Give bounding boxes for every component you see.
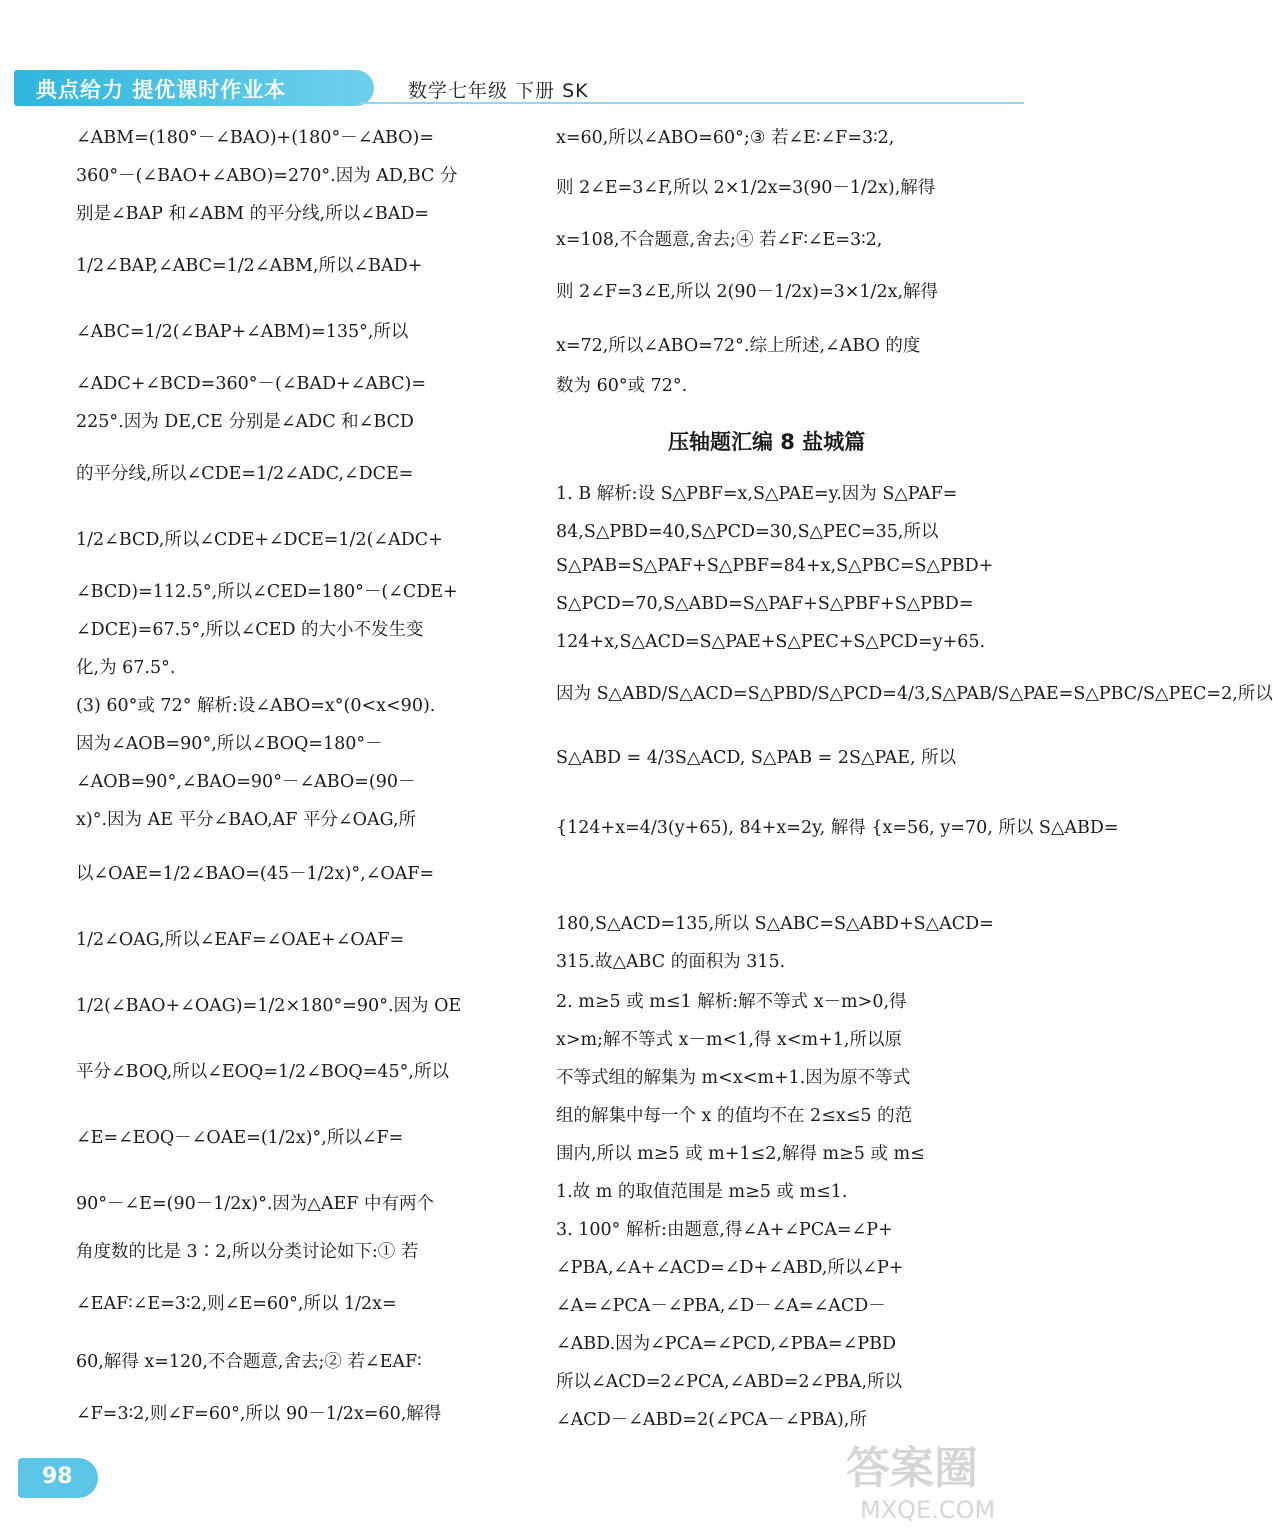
left-col-line: ∠DCE)=67.5°,所以∠CED 的大小不发生变	[76, 620, 424, 640]
right-col-line: x>m;解不等式 x－m<1,得 x<m+1,所以原	[556, 1030, 902, 1050]
left-col-line: (3) 60°或 72° 解析:设∠ABO=x°(0<x<90).	[76, 696, 436, 716]
watermark-logo: 答案圈	[846, 1443, 978, 1494]
left-col-line: ∠ABM=(180°－∠BAO)+(180°－∠ABO)=	[76, 128, 435, 148]
page-number-tab	[18, 1458, 98, 1498]
right-col-line: S△PAB=S△PAF+S△PBF=84+x,S△PBC=S△PBD+	[556, 556, 994, 576]
right-col-line: S△ABD = 4/3S△ACD, S△PAB = 2S△PAE, 所以	[556, 748, 957, 768]
right-col-line: 所以∠ACD=2∠PCA,∠ABD=2∠PBA,所以	[556, 1372, 903, 1392]
left-col-line: 90°－∠E=(90－1/2x)°.因为△AEF 中有两个	[76, 1194, 434, 1214]
left-col-line: 化,为 67.5°.	[76, 658, 176, 678]
left-col-line: 平分∠BOQ,所以∠EOQ=1/2∠BOQ=45°,所以	[76, 1062, 449, 1082]
banner-title: 典点给力 提优课时作业本	[36, 78, 287, 102]
left-col-line: ∠F=3∶2,则∠F=60°,所以 90－1/2x=60,解得	[76, 1404, 442, 1424]
left-col-line: 1/2∠BCD,所以∠CDE+∠DCE=1/2(∠ADC+	[76, 530, 443, 550]
right-col-line: 1. B 解析:设 S△PBF=x,S△PAE=y.因为 S△PAF=	[556, 484, 958, 504]
page-number: 98	[42, 1464, 73, 1489]
watermark	[840, 1432, 1020, 1532]
right-col-line: ∠ABD.因为∠PCA=∠PCD,∠PBA=∠PBD	[556, 1334, 896, 1354]
book-subject: 数学七年级 下册 SK	[408, 80, 589, 102]
left-col-line: ∠ADC+∠BCD=360°－(∠BAD+∠ABC)=	[76, 374, 427, 394]
right-col-line: x=72,所以∠ABO=72°.综上所述,∠ABO 的度	[556, 336, 921, 356]
right-col-line: 围内,所以 m≥5 或 m+1≤2,解得 m≥5 或 m≤	[556, 1144, 925, 1164]
left-col-line: 1/2(∠BAO+∠OAG)=1/2×180°=90°.因为 OE	[76, 996, 462, 1016]
right-col-line: 84,S△PBD=40,S△PCD=30,S△PEC=35,所以	[556, 522, 939, 542]
right-col-line: ∠A=∠PCA－∠PBA,∠D－∠A=∠ACD－	[556, 1296, 886, 1316]
left-col-line: 以∠OAE=1/2∠BAO=(45－1/2x)°,∠OAF=	[76, 864, 435, 884]
right-col-line: 因为 S△ABD/S△ACD=S△PBD/S△PCD=4/3,S△PAB/S△PAE=S△PBC/S△PEC=2,所以	[556, 684, 1273, 704]
left-col-line: ∠AOB=90°,∠BAO=90°－∠ABO=(90－	[76, 772, 416, 792]
right-col-line: 2. m≥5 或 m≤1 解析:解不等式 x－m>0,得	[556, 992, 907, 1012]
right-col-line: 组的解集中每一个 x 的值均不在 2≤x≤5 的范	[556, 1106, 913, 1126]
right-col-line: 315.故△ABC 的面积为 315.	[556, 952, 786, 972]
watermark-url: MXQE.COM	[860, 1496, 996, 1524]
left-col-line: 1/2∠OAG,所以∠EAF=∠OAE+∠OAF=	[76, 930, 405, 950]
right-col-line: ∠ACD－∠ABD=2(∠PCA－∠PBA),所	[556, 1410, 867, 1430]
right-col-line: ∠PBA,∠A+∠ACD=∠D+∠ABD,所以∠P+	[556, 1258, 904, 1278]
right-col-line: 3. 100° 解析:由题意,得∠A+∠PCA=∠P+	[556, 1220, 893, 1240]
right-col-line: 124+x,S△ACD=S△PAE+S△PEC+S△PCD=y+65.	[556, 632, 986, 652]
right-col-line: 180,S△ACD=135,所以 S△ABC=S△ABD+S△ACD=	[556, 914, 994, 934]
right-col-line: 则 2∠F=3∠E,所以 2(90－1/2x)=3×1/2x,解得	[556, 282, 939, 302]
left-col-line: 角度数的比是 3∶2,所以分类讨论如下:① 若	[76, 1242, 419, 1262]
left-col-line: 225°.因为 DE,CE 分别是∠ADC 和∠BCD	[76, 412, 414, 432]
left-col-line: ∠ABC=1/2(∠BAP+∠ABM)=135°,所以	[76, 322, 409, 342]
left-col-line: 别是∠BAP 和∠ABM 的平分线,所以∠BAD=	[76, 204, 430, 224]
left-col-line: 360°－(∠BAO+∠ABO)=270°.因为 AD,BC 分	[76, 166, 458, 186]
right-col-line: x=108,不合题意,舍去;④ 若∠F∶∠E=3∶2,	[556, 230, 883, 250]
left-col-line: x)°.因为 AE 平分∠BAO,AF 平分∠OAG,所	[76, 810, 417, 830]
right-col-line: {124+x=4/3(y+65), 84+x=2y, 解得 {x=56, y=70, 所以 S△ABD=	[556, 818, 1119, 838]
left-col-line: 60,解得 x=120,不合题意,舍去;② 若∠EAF∶	[76, 1352, 422, 1372]
right-col-line: 则 2∠E=3∠F,所以 2×1/2x=3(90－1/2x),解得	[556, 178, 936, 198]
left-col-line: ∠BCD)=112.5°,所以∠CED=180°－(∠CDE+	[76, 582, 458, 602]
left-col-line: ∠E=∠EOQ－∠OAE=(1/2x)°,所以∠F=	[76, 1128, 404, 1148]
left-col-line: ∠EAF∶∠E=3∶2,则∠E=60°,所以 1/2x=	[76, 1294, 397, 1314]
section-title: 压轴题汇编 8 盐城篇	[668, 430, 866, 454]
left-col-line: 因为∠AOB=90°,所以∠BOQ=180°－	[76, 734, 383, 754]
left-col-line: 的平分线,所以∠CDE=1/2∠ADC,∠DCE=	[76, 464, 414, 484]
right-col-line: 不等式组的解集为 m<x<m+1.因为原不等式	[556, 1068, 911, 1088]
right-col-line: 数为 60°或 72°.	[556, 376, 688, 396]
right-col-line: x=60,所以∠ABO=60°;③ 若∠E∶∠F=3∶2,	[556, 128, 895, 148]
right-col-line: 1.故 m 的取值范围是 m≥5 或 m≤1.	[556, 1182, 848, 1202]
left-col-line: 1/2∠BAP,∠ABC=1/2∠ABM,所以∠BAD+	[76, 256, 423, 276]
right-col-line: S△PCD=70,S△ABD=S△PAF+S△PBF+S△PBD=	[556, 594, 974, 614]
